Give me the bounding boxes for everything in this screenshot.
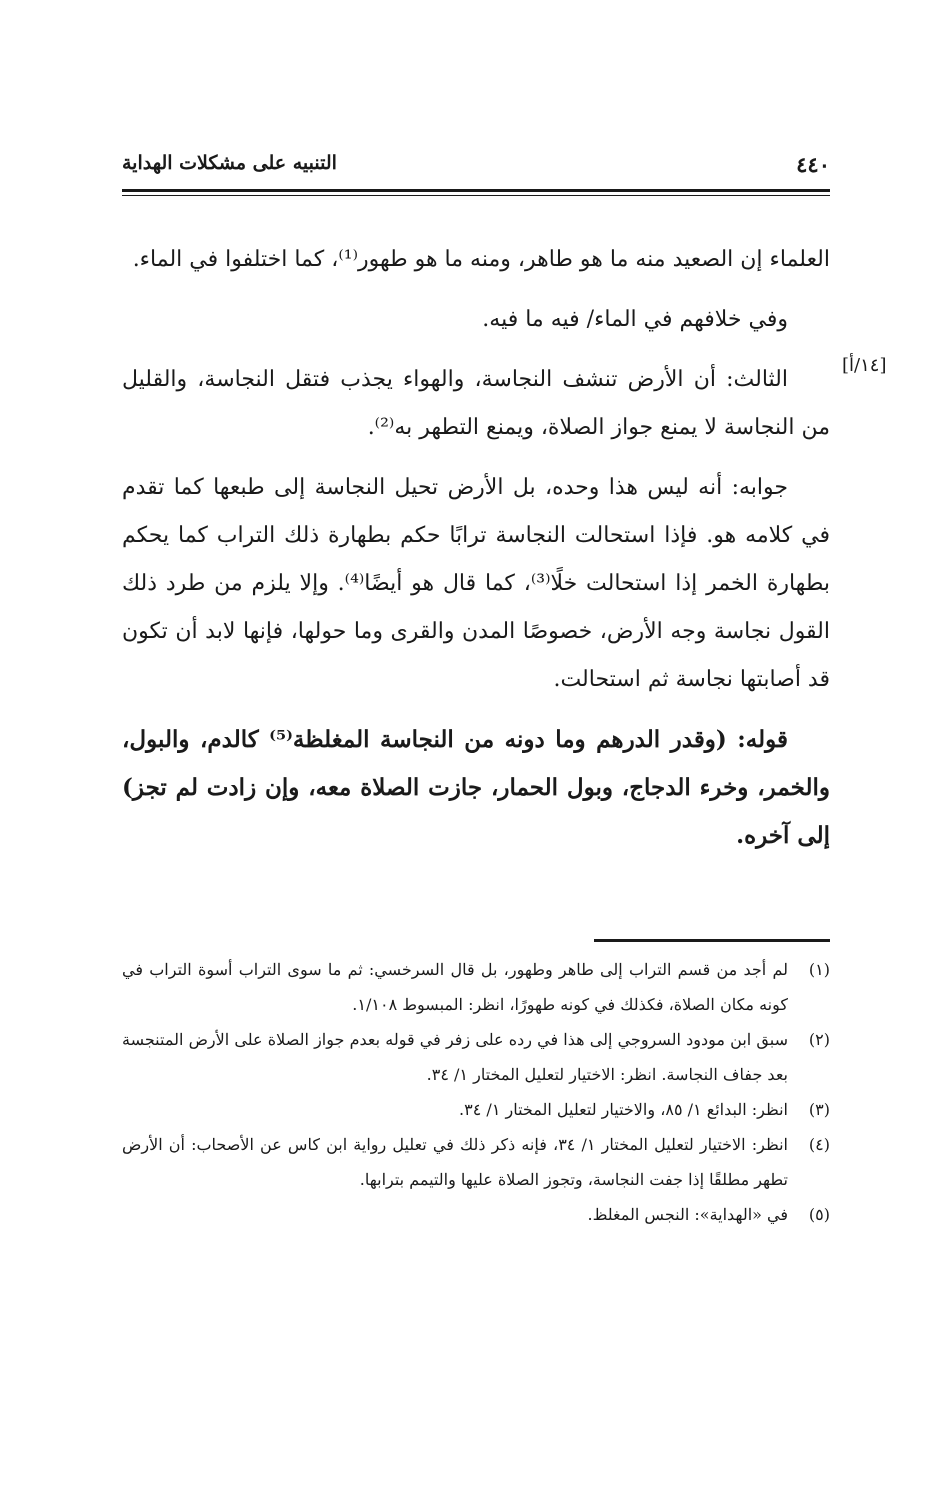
page-number: ٤٤٠ — [796, 152, 830, 177]
header-rule-thin — [122, 195, 830, 196]
footnote — [122, 1127, 830, 1197]
paragraph-third: الثالث: أن الأرض تنشف النجاسة، والهواء يجذب فتقل النجاسة، والقليل من النجاسة لا يمنع جواز الصلاة، ويمنع التطهر به⁽²⁾. — [122, 367, 830, 440]
footnote — [122, 952, 830, 1022]
footnote-text: سبق ابن مودود السروجي إلى هذا في رده على زفر في قوله بعدم جواز الصلاة على الأرض المتنجسة بعد جفاف النجاسة. انظر: الاختيار لتعليل المختار ١/ ٣٤. — [122, 1030, 788, 1084]
paragraph-quotation: قوله: (وقدر الدرهم وما دونه من النجاسة المغلظة⁽⁵⁾ كالدم، والبول، والخمر، وخرء الدجاج، وبول الحمار، جازت الصلاة معه، وإن زادت لم تجز) إلى آخره. — [122, 726, 830, 849]
main-text — [122, 236, 830, 872]
running-header — [122, 150, 830, 186]
footnote-text: انظر: الاختيار لتعليل المختار ١/ ٣٤، فإنه ذكر ذلك في تعليل رواية ابن كاس عن الأصحاب: أن الأرض تطهر مطلقًا إذا جفت النجاسة، وتجوز الصلاة عليها والتيمم بترابها. — [122, 1135, 789, 1189]
footnote-number: (٥) — [808, 1205, 830, 1224]
footnote-number: (٤) — [808, 1135, 830, 1154]
manuscript-folio-marker: [١٤/أ] — [842, 355, 887, 376]
header-rule-thick — [122, 189, 830, 192]
footnote-separator — [594, 939, 830, 942]
footnote-text: انظر: البدائع ١/ ٨٥، والاختيار لتعليل المختار ١/ ٣٤. — [459, 1100, 788, 1119]
footnote-text: في «الهداية»: النجس المغلظ. — [587, 1205, 788, 1224]
footnote-number: (٣) — [808, 1100, 830, 1119]
footnote — [122, 1022, 830, 1092]
footnotes — [122, 952, 830, 1232]
paragraph-answer: جوابه: أنه ليس هذا وحده، بل الأرض تحيل النجاسة إلى طبعها كما تقدم في كلامه هو. فإذا استحالت النجاسة ترابًا حكم بطهارة ذلك التراب كما يحكم بطهارة الخمر إذا استحالت خلًا⁽³⁾، كما قال هو أيضًا⁽⁴⁾. وإلا يلزم من طرد ذلك القول نجاسة وجه الأرض، خصوصًا المدن والقرى وما حولها، فإنها لابد أن تكون قد أصابتها نجاسة ثم استحالت. — [122, 475, 830, 692]
paragraph-disagreement: وفي خلافهم في الماء/ فيه ما فيه. — [482, 307, 788, 332]
footnote-number: (١) — [808, 960, 830, 979]
book-title: التنبيه على مشكلات الهداية — [122, 152, 337, 174]
paragraph-continuation: العلماء إن الصعيد منه ما هو طاهر، ومنه ما هو طهور⁽¹⁾، كما اختلفوا في الماء. — [132, 247, 830, 272]
footnote-text: لم أجد من قسم التراب إلى طاهر وطهور، بل قال السرخسي: ثم ما سوى التراب أسوة التراب في كونه مكان الصلاة، فكذلك في كونه طهورًا، انظر: المبسوط ١/١٠٨. — [122, 960, 788, 1014]
footnote-number: (٢) — [808, 1030, 830, 1049]
footnote — [122, 1092, 830, 1127]
footnote — [122, 1197, 830, 1232]
